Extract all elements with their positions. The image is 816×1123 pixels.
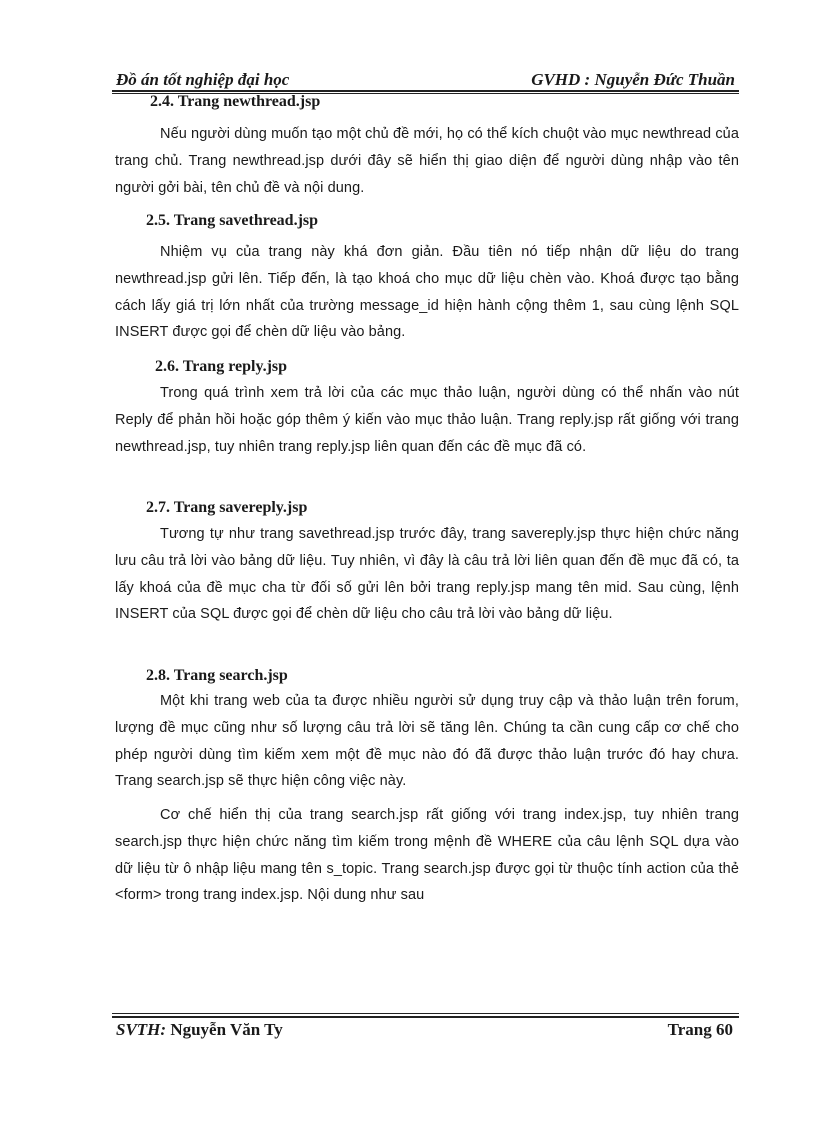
- footer-author-label: SVTH:: [116, 1020, 167, 1039]
- section-title-2-4: 2.4. Trang newthread.jsp: [150, 93, 321, 110]
- page-number: Trang 60: [667, 1020, 733, 1039]
- footer-author-name: Nguyễn Văn Ty: [170, 1020, 283, 1039]
- header-rule-thick: [112, 90, 739, 92]
- section-title-2-8: 2.8. Trang search.jsp: [146, 667, 288, 684]
- section-title-2-5: 2.5. Trang savethread.jsp: [146, 212, 319, 229]
- section-title-2-7: 2.7. Trang savereply.jsp: [146, 499, 308, 516]
- paragraph: Nếu người dùng muốn tạo một chủ đề mới, họ có thể kích chuột vào mục newthread của trang chủ. Trang newthread.jsp dưới đây sẽ hiển thị giao diện để người dùng nhập vào tên người gởi bài, tên chủ đề và nội dung.: [115, 126, 739, 196]
- paragraph: Cơ chế hiển thị của trang search.jsp rất giống với trang index.jsp, tuy nhiên trang search.jsp thực hiện chức năng tìm kiếm trong mệnh đề WHERE của câu lệnh SQL dựa vào dữ liệu từ ô nhập liệu mang tên s_topic. Trang search.jsp được gọi từ thuộc tính action của thẻ <form> trong trang index.jsp. Nội dung như sau: [115, 807, 739, 904]
- page-footer: [112, 1018, 739, 1042]
- footer-author: [116, 1020, 283, 1040]
- paragraph: Nhiệm vụ của trang này khá đơn giản. Đầu tiên nó tiếp nhận dữ liệu do trang newthread.jsp gửi lên. Tiếp đến, là tạo khoá cho mục dữ liệu chèn vào. Khoá được tạo bằng cách lấy giá trị lớn nhất của trường message_id hiện hành cộng thêm 1, sau cùng lệnh SQL INSERT được gọi để chèn dữ liệu vào bảng.: [115, 244, 739, 341]
- header-thesis-title: Đồ án tốt nghiệp đại học: [116, 70, 290, 89]
- footer-rule-thin: [112, 1013, 739, 1014]
- paragraph: Trong quá trình xem trả lời của các mục thảo luận, người dùng có thể nhấn vào nút Reply để phản hồi hoặc góp thêm ý kiến vào mục thảo luận. Trang reply.jsp rất giống với trang newthread.jsp, tuy nhiên trang reply.jsp liên quan đến các đề mục đã có.: [115, 385, 739, 455]
- paragraph: Một khi trang web của ta được nhiều người sử dụng truy cập và thảo luận trên forum, lượng đề mục cũng như số lượng câu trả lời sẽ tăng lên. Chúng ta cần cung cấp cơ chế cho phép người dùng tìm kiếm xem một đề mục nào đó đã được thảo luận trước đó hay chưa. Trang search.jsp sẽ thực hiện công việc này.: [115, 693, 739, 790]
- page-header: [112, 68, 739, 90]
- paragraph: Tương tự như trang savethread.jsp trước đây, trang savereply.jsp thực hiện chức năng lưu câu trả lời vào bảng dữ liệu. Tuy nhiên, vì đây là câu trả lời liên quan đến đề mục đã có, ta lấy khoá của đề mục cha từ đối số gửi lên bởi trang reply.jsp mang tên mid. Sau cùng, lệnh INSERT của SQL được gọi để chèn dữ liệu cho câu trả lời vào bảng dữ liệu.: [115, 526, 739, 623]
- section-title-2-6: 2.6. Trang reply.jsp: [155, 358, 288, 375]
- header-supervisor: GVHD : Nguyễn Đức Thuần: [531, 70, 735, 89]
